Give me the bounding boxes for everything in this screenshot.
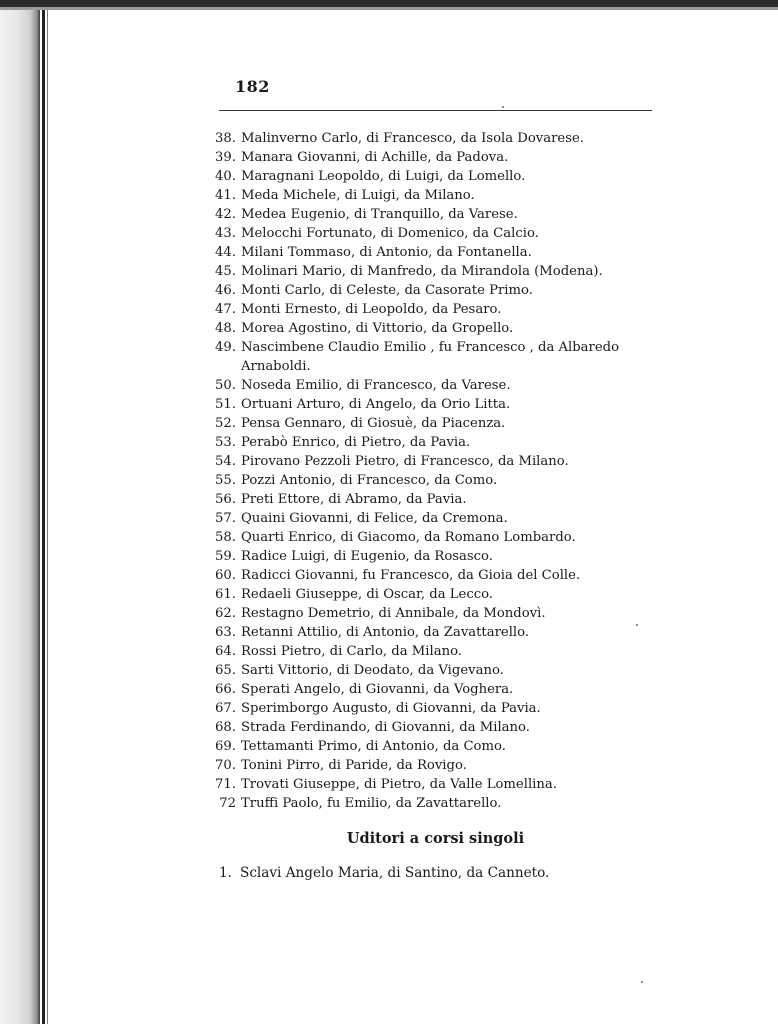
list-item-text: Preti Ettore, di Abramo, da Pavia. xyxy=(241,492,467,507)
list-item-number: 67. xyxy=(215,701,236,716)
list-item-number: 50. xyxy=(215,378,236,393)
list-item xyxy=(0,395,778,414)
page-number: 182 xyxy=(235,77,270,96)
list-item xyxy=(0,737,778,756)
list-item-number: 40. xyxy=(215,169,236,184)
list-item-text: Maragnani Leopoldo, di Luigi, da Lomello. xyxy=(241,169,526,184)
list-item-text: Tonini Pirro, di Paride, da Rovigo. xyxy=(241,758,467,773)
list-item-text: Radicci Giovanni, fu Francesco, da Gioia del Colle. xyxy=(241,568,581,583)
list-item-text: Redaeli Giuseppe, di Oscar, da Lecco. xyxy=(241,587,494,602)
list-item-number: 61. xyxy=(215,587,236,602)
list-item xyxy=(0,300,778,319)
list-item xyxy=(0,376,778,395)
list-item xyxy=(0,471,778,490)
list-item-text: Melocchi Fortunato, di Domenico, da Calcio. xyxy=(241,226,539,241)
list-item-continuation xyxy=(0,357,778,376)
list-item-text: Nascimbene Claudio Emilio , fu Francesco , da Albaredo xyxy=(241,340,620,355)
list-item-number: 43. xyxy=(215,226,236,241)
list-item-text: Meda Michele, di Luigi, da Milano. xyxy=(241,188,475,203)
list-item-text: Medea Eugenio, di Tranquillo, da Varese. xyxy=(241,207,518,222)
list-item-text: Ortuani Arturo, di Angelo, da Orio Litta. xyxy=(241,397,511,412)
list-item xyxy=(0,585,778,604)
list-item-number: 58. xyxy=(215,530,236,545)
list-item xyxy=(0,775,778,794)
list-item xyxy=(0,661,778,680)
list-item-number: 45. xyxy=(215,264,236,279)
list-item xyxy=(0,243,778,262)
list-item-text: Sperimborgo Augusto, di Giovanni, da Pavia. xyxy=(241,701,541,716)
student-list xyxy=(0,129,778,813)
list-item xyxy=(0,129,778,148)
list-item xyxy=(0,205,778,224)
list-item-number: 38. xyxy=(215,131,236,146)
list-item-number: 49. xyxy=(215,340,236,355)
list-item-number: 71. xyxy=(215,777,236,792)
list-item-number: 60. xyxy=(215,568,236,583)
list-item xyxy=(0,262,778,281)
list-item-number: 62. xyxy=(215,606,236,621)
scan-speck xyxy=(502,106,504,108)
list-item xyxy=(0,528,778,547)
list-item xyxy=(0,623,778,642)
list-item-number: 53. xyxy=(215,435,236,450)
list-item xyxy=(0,281,778,300)
list-item-number: 65. xyxy=(215,663,236,678)
list-item-number: 69. xyxy=(215,739,236,754)
list-item-text: Rossi Pietro, di Carlo, da Milano. xyxy=(241,644,462,659)
list-item xyxy=(0,547,778,566)
list-item-number: 54. xyxy=(215,454,236,469)
auditor-number: 1. xyxy=(219,865,232,881)
list-item xyxy=(0,490,778,509)
list-item-number: 44. xyxy=(215,245,236,260)
list-item xyxy=(0,642,778,661)
scan-speck xyxy=(641,981,643,983)
list-item-text: Monti Ernesto, di Leopoldo, da Pesaro. xyxy=(241,302,502,317)
scan-top-border xyxy=(0,0,778,7)
list-item-text: Strada Ferdinando, di Giovanni, da Milano. xyxy=(241,720,530,735)
list-item-text: Pozzi Antonio, di Francesco, da Como. xyxy=(241,473,498,488)
list-item xyxy=(0,186,778,205)
list-item xyxy=(0,566,778,585)
list-item-number: 41. xyxy=(215,188,236,203)
list-item xyxy=(0,148,778,167)
scan-top-border-shadow xyxy=(0,7,778,10)
list-item xyxy=(0,338,778,357)
list-item xyxy=(0,718,778,737)
list-item xyxy=(0,604,778,623)
list-item xyxy=(0,167,778,186)
auditor-entry: Sclavi Angelo Maria, di Santino, da Canneto. xyxy=(240,865,550,881)
list-item-number: 64. xyxy=(215,644,236,659)
list-item-number: 57. xyxy=(215,511,236,526)
list-item xyxy=(0,433,778,452)
list-item-text: Radice Luigi, di Eugenio, da Rosasco. xyxy=(241,549,493,564)
list-item-text: Milani Tommaso, di Antonio, da Fontanella. xyxy=(241,245,532,260)
list-item-number: 66. xyxy=(215,682,236,697)
list-item-number: 46. xyxy=(215,283,236,298)
scan-speck xyxy=(636,624,638,626)
list-item-text: Manara Giovanni, di Achille, da Padova. xyxy=(241,150,509,165)
list-item xyxy=(0,509,778,528)
list-item-text: Quaini Giovanni, di Felice, da Cremona. xyxy=(241,511,508,526)
list-item xyxy=(0,452,778,471)
list-item-text: Molinari Mario, di Manfredo, da Mirandola (Modena). xyxy=(241,264,603,279)
list-item-number: 70. xyxy=(215,758,236,773)
list-item xyxy=(0,224,778,243)
list-item-number: 59. xyxy=(215,549,236,564)
list-item xyxy=(0,414,778,433)
list-item-text: Sarti Vittorio, di Deodato, da Vigevano. xyxy=(241,663,504,678)
list-item-number: 55. xyxy=(215,473,236,488)
list-item-text: Perabò Enrico, di Pietro, da Pavia. xyxy=(241,435,471,450)
list-item-text: Malinverno Carlo, di Francesco, da Isola Dovarese. xyxy=(241,131,584,146)
list-item-number: 52. xyxy=(215,416,236,431)
list-item-text: Restagno Demetrio, di Annibale, da Mondovì. xyxy=(241,606,546,621)
list-item-number: 51. xyxy=(215,397,236,412)
list-item-text: Tettamanti Primo, di Antonio, da Como. xyxy=(241,739,506,754)
list-item-text: Retanni Attilio, di Antonio, da Zavattarello. xyxy=(241,625,530,640)
list-item xyxy=(0,756,778,775)
list-item-number: 56. xyxy=(215,492,236,507)
list-item-text: Trovati Giuseppe, di Pietro, da Valle Lomellina. xyxy=(241,777,557,792)
list-item-text: Pirovano Pezzoli Pietro, di Francesco, da Milano. xyxy=(241,454,569,469)
list-item xyxy=(0,699,778,718)
header-rule xyxy=(219,110,652,111)
list-item-text: Noseda Emilio, di Francesco, da Varese. xyxy=(241,378,511,393)
list-item-continuation-text: Arnaboldi. xyxy=(241,359,311,374)
list-item-text: Monti Carlo, di Celeste, da Casorate Primo. xyxy=(241,283,533,298)
list-item-text: Quarti Enrico, di Giacomo, da Romano Lombardo. xyxy=(241,530,576,545)
list-item xyxy=(0,319,778,338)
list-item-number: 68. xyxy=(215,720,236,735)
section-title: Uditori a corsi singoli xyxy=(346,830,525,847)
list-item xyxy=(0,794,778,813)
list-item xyxy=(0,680,778,699)
list-item-text: Truffi Paolo, fu Emilio, da Zavattarello. xyxy=(241,796,502,811)
list-item-number: 42. xyxy=(215,207,236,222)
list-item-number: 72 xyxy=(219,796,236,811)
list-item-number: 63. xyxy=(215,625,236,640)
list-item-text: Pensa Gennaro, di Giosuè, da Piacenza. xyxy=(241,416,506,431)
list-item-number: 39. xyxy=(215,150,236,165)
list-item-text: Morea Agostino, di Vittorio, da Gropello. xyxy=(241,321,514,336)
list-item-number: 48. xyxy=(215,321,236,336)
list-item-text: Sperati Angelo, di Giovanni, da Voghera. xyxy=(241,682,514,697)
list-item-number: 47. xyxy=(215,302,236,317)
